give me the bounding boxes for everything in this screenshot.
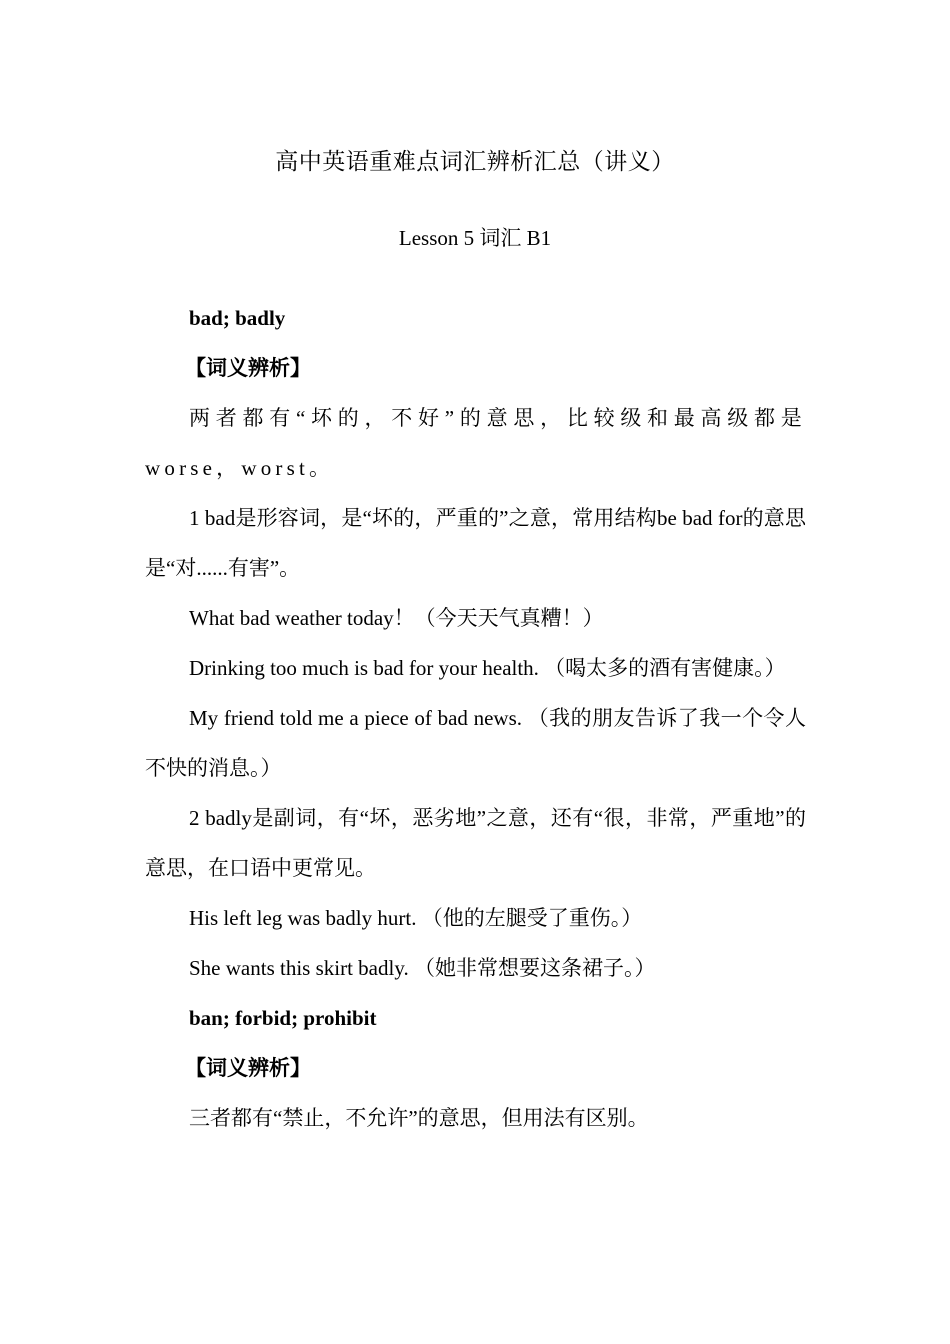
document-body bbox=[145, 293, 806, 1143]
example-sentence: What bad weather today！（今天天气真糟！） bbox=[189, 606, 604, 630]
document-title: 高中英语重难点词汇辨析汇总（讲义） bbox=[275, 149, 675, 174]
paragraph-intro: 两者都有“坏的，不好”的意思，比较级和最高级都是worse，worst。 bbox=[145, 406, 806, 480]
paragraph-intro: 三者都有“禁止，不允许”的意思，但用法有区别。 bbox=[189, 1106, 649, 1130]
document-subtitle: Lesson 5 词汇 B1 bbox=[398, 226, 552, 250]
example-sentence: My friend told me a piece of bad news. （我的朋友告诉了我一个令人不快的消息。） bbox=[145, 706, 806, 780]
example-sentence: She wants this skirt badly. （她非常想要这条裙子。） bbox=[189, 956, 656, 980]
example-sentence: Drinking too much is bad for your health. （喝太多的酒有害健康。） bbox=[189, 656, 786, 680]
paragraph-point-1: 1 bad是形容词，是“坏的，严重的”之意，常用结构be bad for的意思是“对......有害”。 bbox=[145, 506, 806, 580]
example-sentence: His left leg was badly hurt. （他的左腿受了重伤。） bbox=[189, 906, 643, 930]
section-heading-ban-forbid-prohibit: ban; forbid; prohibit bbox=[189, 1006, 377, 1030]
analysis-label: 【词义辨析】 bbox=[185, 356, 311, 380]
analysis-label: 【词义辨析】 bbox=[185, 1056, 311, 1080]
section-heading-bad-badly: bad; badly bbox=[189, 306, 286, 330]
paragraph-point-2: 2 badly是副词，有“坏，恶劣地”之意，还有“很，非常，严重地”的意思，在口语中更常见。 bbox=[145, 806, 806, 880]
